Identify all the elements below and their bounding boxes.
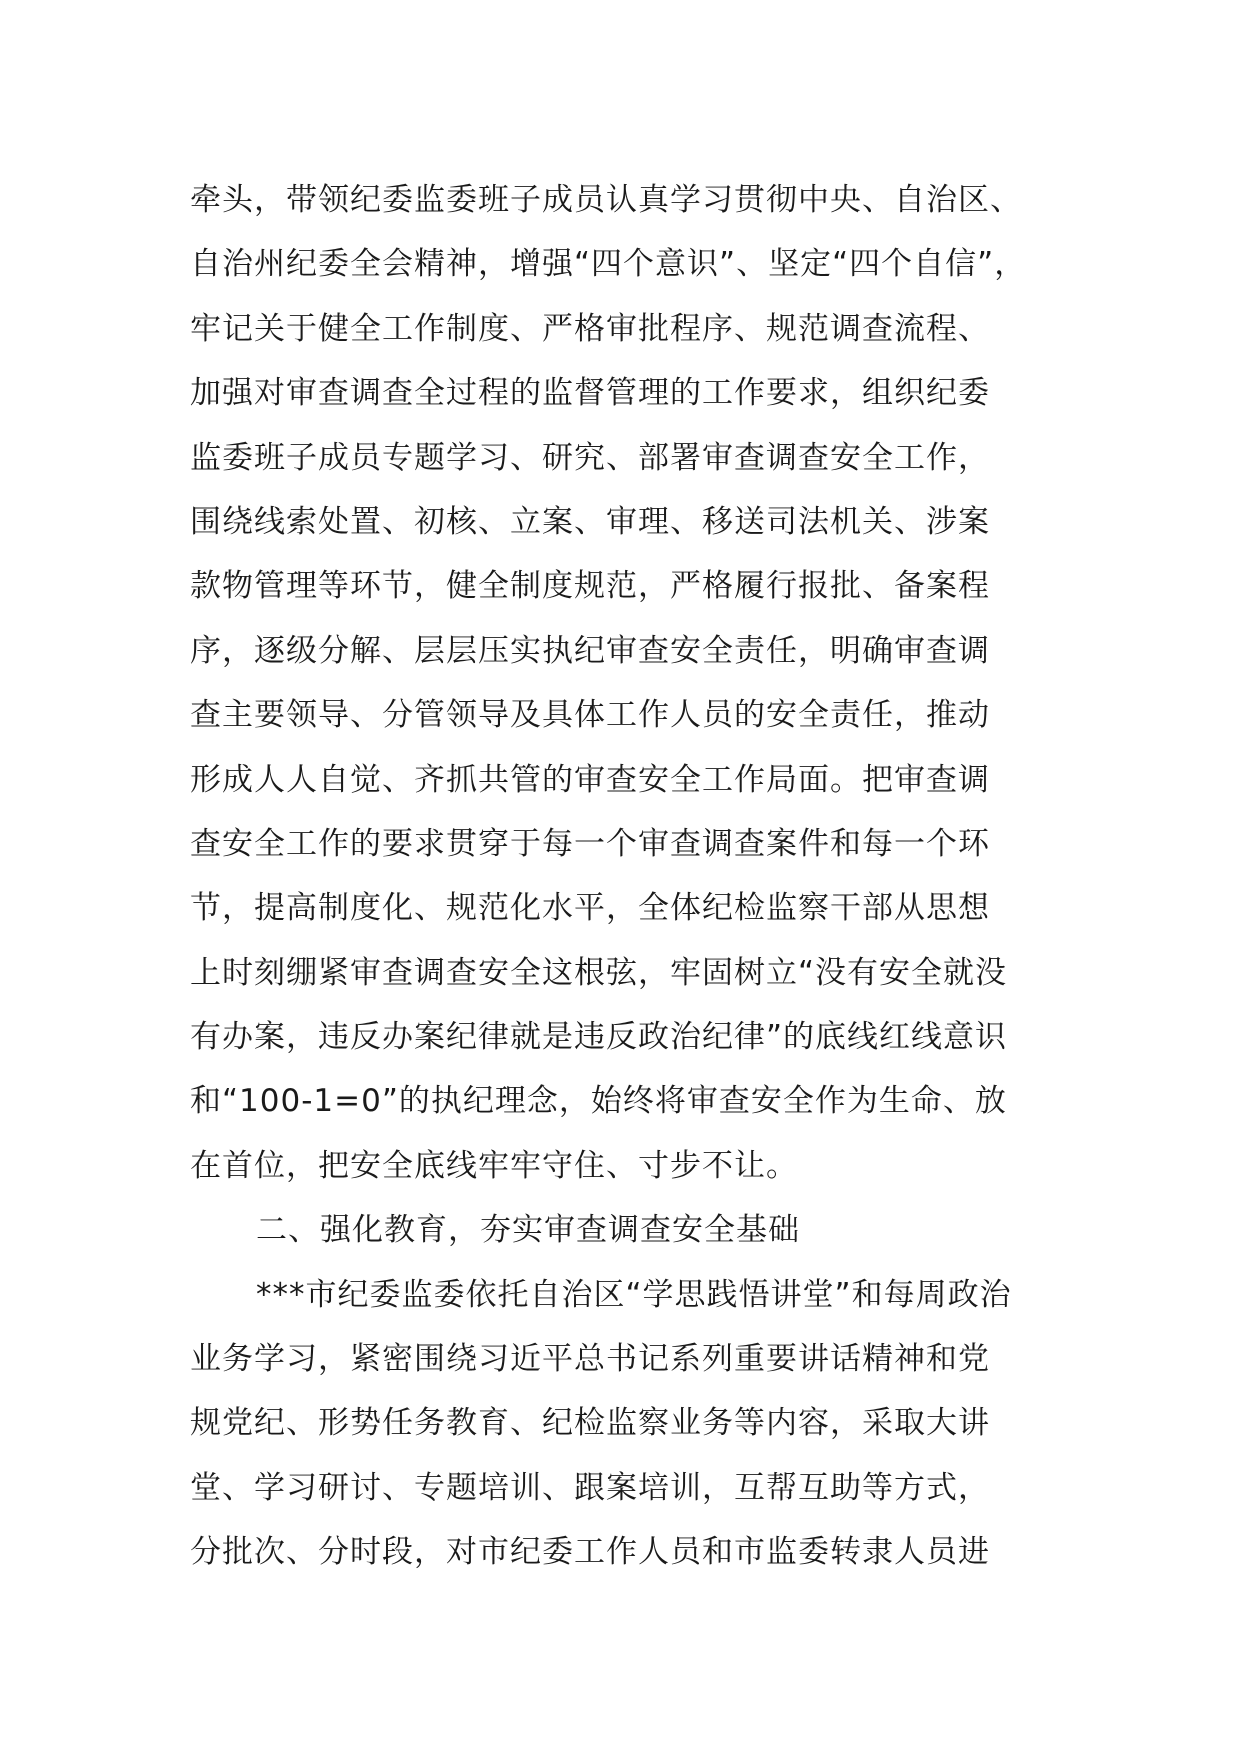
paragraph-line: 款物管理等环节，健全制度规范，严格履行报批、备案程 — [190, 568, 990, 605]
paragraph-line: 节，提高制度化、规范化水平，全体纪检监察干部从思想 — [190, 890, 990, 927]
paragraph-line: 有办案，违反办案纪律就是违反政治纪律”的底线红线意识 — [190, 1019, 1008, 1056]
body-text — [190, 168, 1070, 1585]
section-heading: 二、强化教育，夯实审查调查安全基础 — [256, 1212, 800, 1249]
paragraph-line: 围绕线索处置、初核、立案、审理、移送司法机关、涉案 — [190, 503, 990, 540]
paragraph-line: 形成人人自觉、齐抓共管的审查安全工作局面。把审查调 — [190, 761, 990, 798]
paragraph-line: 业务学习，紧密围绕习近平总书记系列重要讲话精神和党 — [190, 1341, 990, 1378]
paragraph-line: 分批次、分时段，对市纪委工作人员和市监委转隶人员进 — [190, 1534, 990, 1571]
paragraph-line: 查主要领导、分管领导及具体工作人员的安全责任，推动 — [190, 697, 990, 734]
paragraph-line: 规党纪、形势任务教育、纪检监察业务等内容，采取大讲 — [190, 1405, 990, 1442]
paragraph-line: 上时刻绷紧审查调查安全这根弦，牢固树立“没有安全就没 — [190, 954, 1008, 991]
paragraph-line: 查安全工作的要求贯穿于每一个审查调查案件和每一个环 — [190, 825, 990, 862]
paragraph-line: 牢记关于健全工作制度、严格审批程序、规范调查流程、 — [190, 310, 990, 347]
paragraph-line: 监委班子成员专题学习、研究、部署审查调查安全工作， — [190, 439, 990, 476]
paragraph-line: 牵头，带领纪委监委班子成员认真学习贯彻中央、自治区、 — [190, 182, 1022, 218]
paragraph-line: ***市纪委监委依托自治区“学思践悟讲堂”和每周政治 — [256, 1276, 1012, 1313]
paragraph-line: 在首位，把安全底线牢牢守住、寸步不让。 — [190, 1147, 798, 1184]
paragraph-line: 序，逐级分解、层层压实执纪审查安全责任，明确审查调 — [190, 632, 990, 669]
paragraph-line: 和“100-1=0”的执纪理念，始终将审查安全作为生命、放 — [190, 1083, 1007, 1120]
paragraph-line: 加强对审查调查全过程的监督管理的工作要求，组织纪委 — [190, 375, 990, 412]
paragraph-line: 堂、学习研讨、专题培训、跟案培训，互帮互助等方式， — [190, 1469, 990, 1506]
paragraph-line: 自治州纪委全会精神，增强“四个意识”、坚定“四个自信”， — [190, 246, 1027, 283]
